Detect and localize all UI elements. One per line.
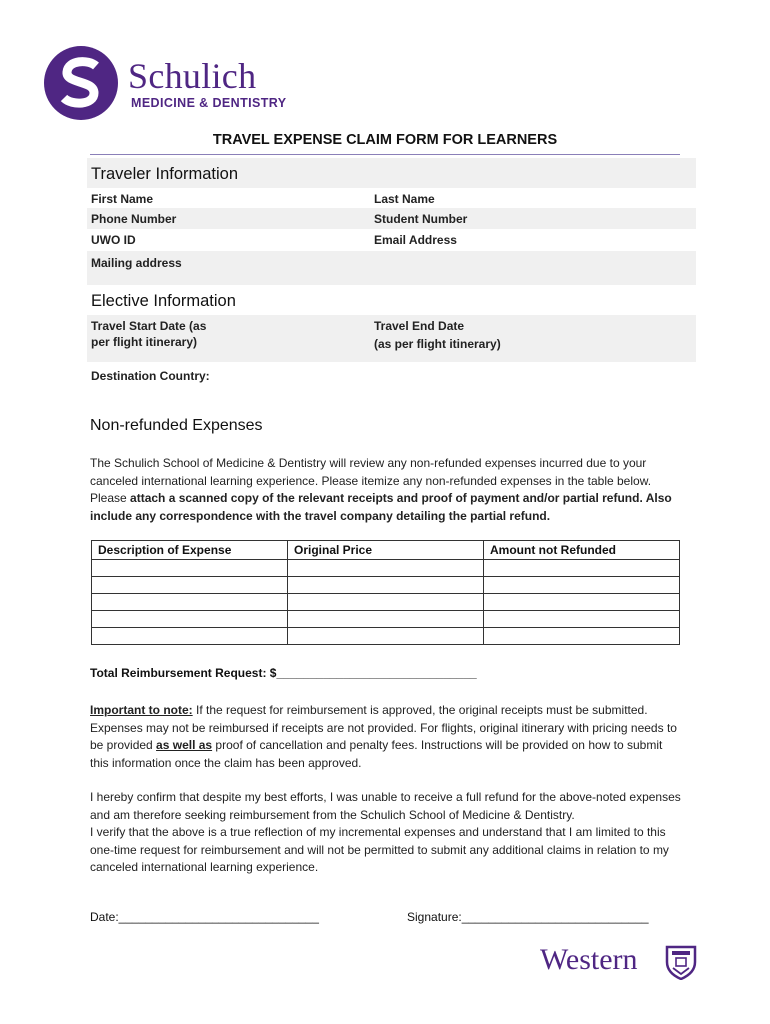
- table-cell[interactable]: [484, 577, 680, 594]
- expenses-table: [91, 540, 680, 645]
- student-number-label: Student Number: [374, 212, 468, 226]
- mailing-address-label: Mailing address: [91, 256, 182, 270]
- elective-section-heading: Elective Information: [91, 292, 236, 310]
- last-name-label: Last Name: [374, 192, 435, 206]
- phone-label: Phone Number: [91, 212, 177, 226]
- date-field[interactable]: Date:______________________________: [90, 910, 319, 924]
- destination-country-label: Destination Country:: [91, 369, 210, 383]
- total-reimbursement-field[interactable]: Total Reimbursement Request: $______________________________: [90, 666, 477, 680]
- col-description-header: Description of Expense: [92, 541, 288, 560]
- important-note: [90, 702, 682, 772]
- important-note-label: Important to note:: [90, 703, 193, 717]
- table-cell[interactable]: [288, 611, 484, 628]
- expenses-intro: [90, 455, 682, 525]
- table-cell[interactable]: [92, 577, 288, 594]
- uwo-id-label: UWO ID: [91, 233, 136, 247]
- table-row: [92, 577, 680, 594]
- table-cell[interactable]: [92, 560, 288, 577]
- travel-start-label-line2: per flight itinerary): [91, 335, 198, 349]
- form-title: TRAVEL EXPENSE CLAIM FORM FOR LEARNERS: [212, 132, 558, 148]
- table-cell[interactable]: [92, 594, 288, 611]
- table-cell[interactable]: [92, 611, 288, 628]
- table-row: [92, 628, 680, 645]
- western-logo-text: Western: [540, 943, 638, 976]
- signature-field[interactable]: Signature:____________________________: [407, 910, 649, 924]
- important-note-emphasis: as well as: [156, 738, 213, 752]
- col-original-price-header: Original Price: [288, 541, 484, 560]
- table-cell[interactable]: [288, 560, 484, 577]
- travel-end-label-line2: (as per flight itinerary): [374, 337, 501, 351]
- table-header-row: [92, 541, 680, 560]
- schulich-logo-subtitle: MEDICINE & DENTISTRY: [131, 96, 287, 110]
- travel-start-label-line1: Travel Start Date (as: [91, 319, 207, 333]
- email-label: Email Address: [374, 233, 457, 247]
- first-name-label: First Name: [91, 192, 154, 206]
- title-divider: [90, 154, 680, 155]
- western-crest-icon: [664, 944, 698, 980]
- travel-end-label-line1: Travel End Date: [374, 319, 465, 333]
- table-cell[interactable]: [288, 594, 484, 611]
- table-row: [92, 611, 680, 628]
- declaration-line2: I verify that the above is a true reflection of my incremental expenses and understand that I am limited to this one-time request for reimbursement and will not be permitted to submit any additional claims in relation to my canceled international learning experience.: [90, 825, 669, 874]
- table-row: [92, 594, 680, 611]
- traveler-section-heading: Traveler Information: [91, 165, 239, 183]
- table-cell[interactable]: [484, 594, 680, 611]
- declaration: [90, 789, 682, 877]
- table-cell[interactable]: [288, 577, 484, 594]
- table-row: [92, 560, 680, 577]
- expenses-intro-text: The Schulich School of Medicine & Dentistry will review any non-refunded expenses incurred due to your canceled international learning experience. Please itemize any non-refunded expenses in the table below. Please: [90, 456, 652, 505]
- table-cell[interactable]: [484, 560, 680, 577]
- table-cell[interactable]: [484, 611, 680, 628]
- important-note-text2: proof of cancellation and penalty fees. Instructions will be provided on how to submit this information once the claim has been approved.: [90, 738, 663, 770]
- table-cell[interactable]: [92, 628, 288, 645]
- table-cell[interactable]: [484, 628, 680, 645]
- important-note-text1: If the request for reimbursement is approved, the original receipts must be submitted. Expenses may not be reimbursed if receipts are not provided. For flights, original itinerary with pricing needs to be provided: [90, 703, 677, 752]
- declaration-line1: I hereby confirm that despite my best efforts, I was unable to receive a full refund for the above-noted expenses and am therefore seeking reimbursement from the Schulich School of Medicine & Dentistry.: [90, 790, 681, 822]
- col-amount-not-refunded-header: Amount not Refunded: [484, 541, 680, 560]
- expenses-intro-emphasis: attach a scanned copy of the relevant receipts and proof of payment and/or partial refund. Also include any correspondence with the travel company detailing the partial refund.: [90, 491, 672, 523]
- schulich-logo-mark-icon: [44, 46, 118, 120]
- expenses-heading: Non-refunded Expenses: [90, 417, 263, 434]
- schulich-logo-name: Schulich: [128, 56, 257, 96]
- table-cell[interactable]: [288, 628, 484, 645]
